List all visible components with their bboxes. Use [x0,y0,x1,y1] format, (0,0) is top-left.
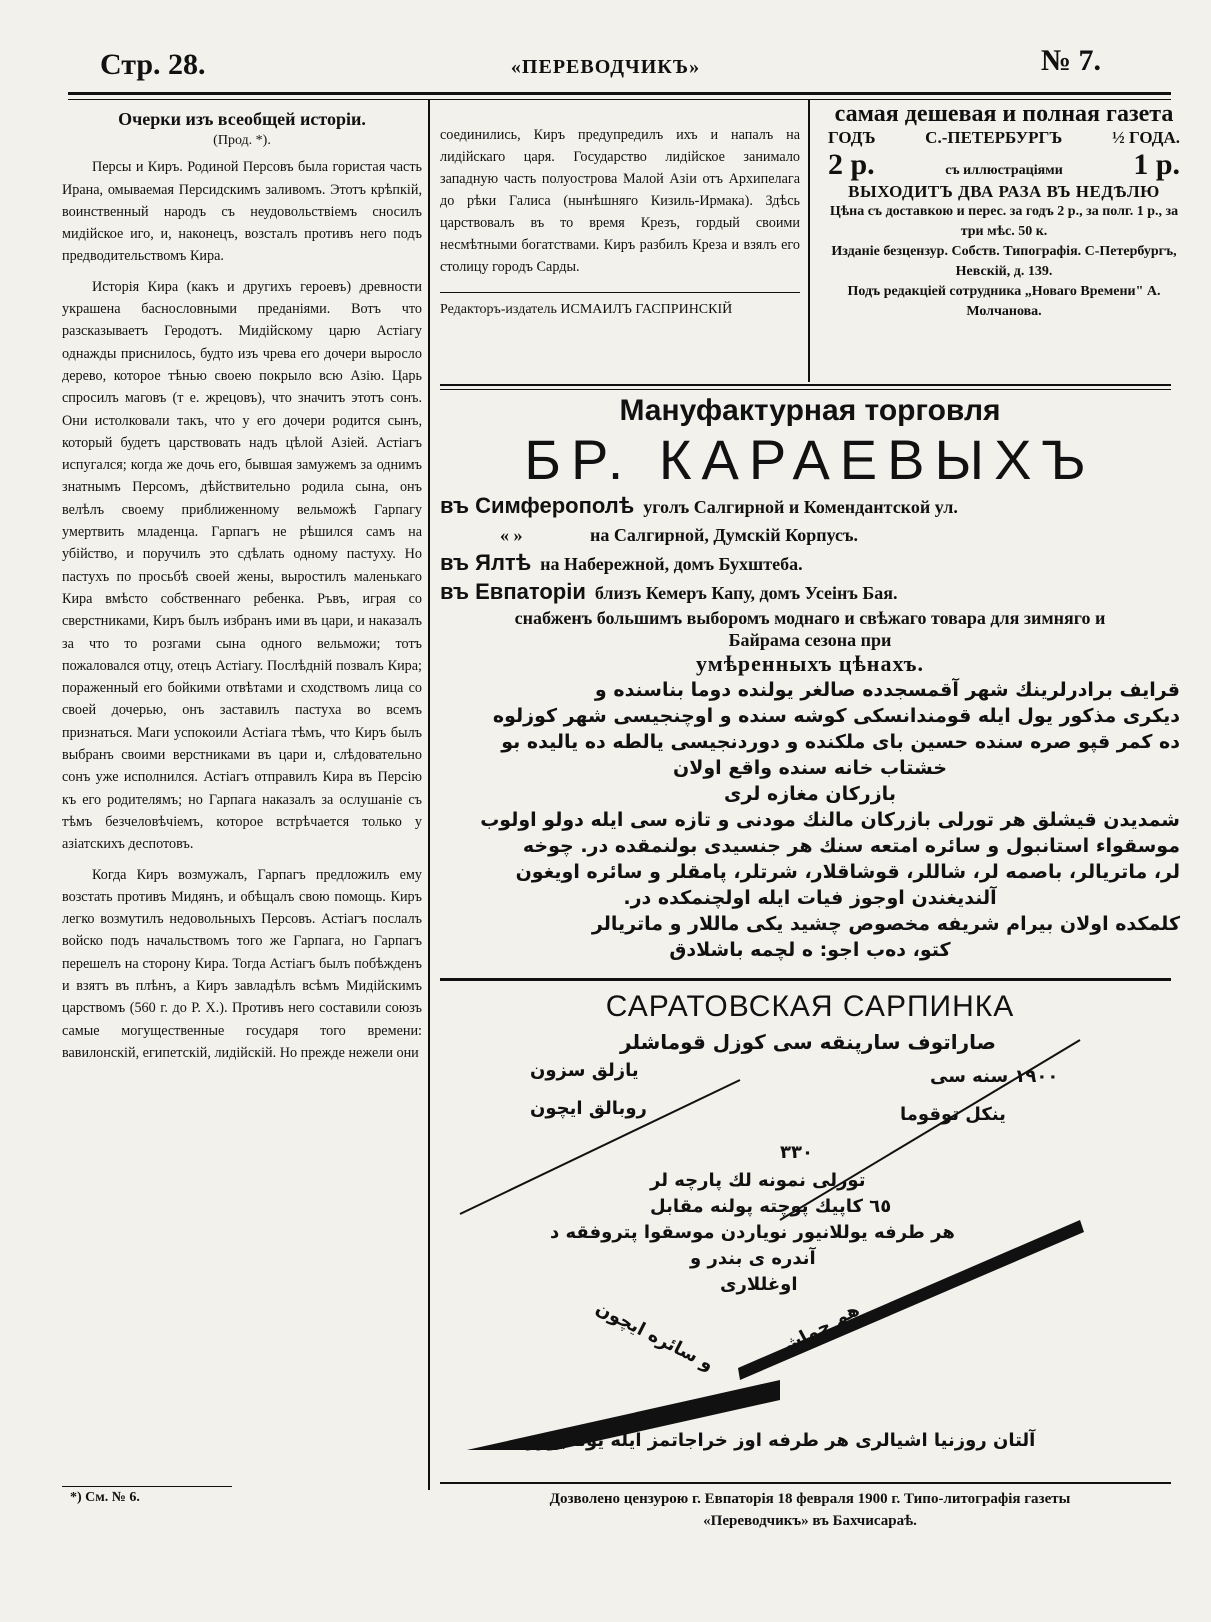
subscription-prices [818,148,1190,182]
location-address: на Набережной, домъ Бухштеба. [540,554,803,574]
footer-line: «Переводчикъ» въ Бахчисараѣ. [703,1513,917,1529]
ad-separator [440,978,1171,982]
arabic-text-line: آلنديغندن اوجوز فيات ايله اولچنمكده در. [623,887,997,909]
column-divider-left [428,100,430,1490]
prices-text: умѣренныхъ цѣнахъ. [696,651,924,676]
article-subtitle: (Прод. *). [213,133,271,148]
footer-line: Дозволено цензурою г. Евпаторія 18 февраля 1900 г. Типо-литографія газеты [549,1491,1071,1507]
location-city: въ Ялтѣ [440,550,532,575]
karaev-advertisement [440,394,1180,963]
article-paragraph: Персы и Киръ. Родиной Персовъ была гористая часть Ирана, омываемая Персидскимъ заливомъ. Этотъ крѣпкій, воинственный народъ съ неудовольствіемъ сносилъ мидійское иго, и, наконецъ, возсталъ противъ него подъ предводительствомъ Кира. [62,159,422,265]
price-half: 1 р. [1133,148,1180,181]
price-details: Цѣна съ доставкою и перес. за годъ 2 р., за полг. 1 р., за три мѣс. 50 к. [829,204,1179,239]
newspaper-title: «ПЕРЕВОДЧИКЪ» [510,56,701,78]
location-yalta [440,549,1180,578]
sarpinka-fabric: ينكل توقوما [900,1104,1006,1125]
sarpinka-arabic-title: صاراتوف سارپنقه سى كوزل قوماشلر [620,1030,996,1054]
ditto-mark: « » [500,525,523,545]
censorship-footer [440,1488,1180,1532]
arabic-text-line: ده كمر قپو صره سنده حسين باى ملكنده و دوردنجيسى يالطه ده ياليده بو [501,731,1180,753]
article-title: Очерки изъ всеобщей исторіи. [118,109,366,129]
location-address: близъ Кемеръ Капу, домъ Усеінъ Бая. [594,583,898,603]
history-article [62,108,422,1548]
location-evpatoria [440,578,1180,607]
footer-rule [440,1482,1171,1484]
editor-line: Редакторъ-издатель ИСМАИЛЪ ГАСПРИНСКІЙ [440,292,800,321]
illustrations-label: съ иллюстраціями [945,163,1063,178]
header-rule [68,92,1171,100]
sarpinka-frame [440,990,1180,1450]
ad-rule [440,384,1171,390]
location-simferopol [440,492,1180,521]
column-divider-right [808,100,810,382]
arabic-text-line: بازركان مغازه لرى [724,783,896,805]
editor-info: Подъ редакціей сотрудника „Новаго Времени" А. Молчанова. [847,284,1161,319]
article-continuation [440,124,800,321]
half-year-label: ½ ГОДА. [1112,128,1180,147]
sarpinka-purpose: روبالق ايچون [530,1098,647,1119]
arabic-text-line: ديكرى مذكور يول ايله قومندانسكى كوشه سنده و اوچنجيسى شهر كوزلوه [492,705,1180,727]
sarpinka-other: و سائره ايچون [592,1297,718,1376]
year-label: ГОДЪ [828,128,876,147]
continuation-text: соединились, Киръ предупредилъ ихъ и напалъ на лидійскаго царя. Государство лидійское занимало западную часть полуострова Малой Азіи отъ Архипелага до рѣки Галиса (нынѣшняго Кизиль-Ирмака). Здѣсь царствовалъ въ то время Крезъ, гордый своими несмѣтными богатствами. Киръ разбилъ Креза и взялъ его столицу городъ Сарды. [440,127,800,275]
location-address: на Салгирной, Думскій Корпусъ. [590,525,859,545]
footnote: *) См. № 6. [70,1490,140,1505]
arabic-text-line: قرايف برادرلرينك شهر آقمسجدده صالغر يولنده دوما بناسنده و [594,679,1180,701]
city-label: С.-ПЕТЕРБУРГЪ [925,128,1063,147]
arabic-text-line: شمديدن قيشلق هر تورلى بازركان مالنك مودنى و تازه سى ايله دولو اولوب [480,809,1180,831]
supply-text: снабженъ большимъ выборомъ моднаго и свѣжаго товара для зимняго и Байрама сезона при [514,608,1106,650]
sarpinka-shipping: آلتان روزنيا اشيالرى هر طرفه اوز خراجاتمز ايله يوللايورز. [520,1430,1036,1451]
sarpinka-season: يازلق سزون [530,1060,639,1081]
issue-number: № 7. [1040,44,1101,77]
article-paragraph: Исторія Кира (какъ и другихъ героевъ) древности украшена баснословными преданіями. Вотъ что разсказываетъ Геродотъ. Мидійскому царю Астіагу однажды приснилось, будто изъ чрева его дочери выросло дерево, которое тѣнью своею покрыло всю Азію. Царь спросилъ маговъ (т е. жрецовъ), что значитъ этотъ сонъ. Они истолковали такъ, что у его дочери родится сынъ, который будетъ царствовать надъ цѣлой Азіей. Астіагъ испугался; когда же дочь его, бывшая замужемъ за однимъ знатнымъ Персомъ, дѣйствительно родила сына, онъ велѣлъ своему приближенному вельможѣ Гарпагу умертвить младенца. Гарпагъ не рѣшился самъ на убійство, и поручилъ это сдѣлать одному пастуху. Но пастухъ по просьбѣ своей жены, выростилъ маленькаго Кира вмѣсто собственнаго ребенка. Ръвъ, играя со сверстниками, Киръ былъ избранъ ими въ цари, и наказалъ за что то розгами сына одного вельможи; тотъ пожаловался отцу, отецъ Астіагу. Послѣдній позвалъ Кира; пораженный его бойкими отвѣтами и сходствомъ лица со своей дочерью, онъ заставилъ пастуха во всемъ признаться. Маги успокоили Астіага тѣмъ, что Киръ былъ выбранъ своими верстниками въ цари и, слѣдовательно сонъ уже исполнился. Астіагъ отправилъ Кира въ Персію къ его родителямъ; но Гарпага наказалъ за ослушаніе съ тѣмъ безчеловѣчіемъ, которое встрѣчается только у азіатскихъ деспотовъ. [62,278,422,853]
karaev-name: БР. КАРАЕВЫХЪ [524,428,1096,491]
sarpinka-count: ٣٣٠ [780,1142,813,1163]
arabic-text-line: لر، ماتريالر، باصمه لر، شاللر، قوشاقلار، شرتلر، پامقلر و سائره اويغون [515,861,1180,883]
arabic-text-line: كتو، ده‌ب اجو: ه لچمه باشلادق [669,939,951,961]
location-address: уголъ Салгирной и Комендантской ул. [643,497,958,517]
arabic-text-line: خشتاب خانه سنده واقع اولان [672,757,947,779]
subscription-periods [818,128,1190,148]
page-number: Стр. 28. [100,48,206,81]
location-salgirnaya [440,521,1180,549]
sarpinka-price: ٦٥ كاپيك پوچته پولنه مقابل [650,1196,892,1217]
arabic-text-line: كلمكده اولان بيرام شريفه مخصوص چشيد يكى ماللار و ماتريالر [591,913,1180,935]
location-city: въ Евпаторіи [440,579,586,604]
publisher-info: Изданіе безцензур. Собств. Типографія. С-Петербургъ, Невскій, д. 139. [831,244,1177,279]
subscription-headline: самая дешевая и полная газета [834,101,1174,127]
sarpinka-address: هر طرفه يوللانيور نوياردن موسقوا پتروفقه د [550,1222,955,1243]
sarpinka-title: САРАТОВСКАЯ САРПИНКА [605,990,1015,1023]
sarpinka-advertisement [440,990,1180,1450]
karaev-title: Мануфактурная торговля [619,394,1001,427]
frequency-label: ВЫХОДИТЪ ДВА РАЗА ВЪ НЕДѢЛЮ [848,182,1160,201]
location-city: въ Симферополѣ [440,493,635,518]
subscription-ad [818,100,1190,322]
sarpinka-samples: تورلى نمونه لك پارچه لر [650,1170,866,1191]
sarpinka-linen: هم چماشر [770,1299,864,1362]
sarpinka-year: ١٩٠٠ سنه سى [930,1066,1059,1087]
sarpinka-sons: اوغللارى [720,1274,798,1295]
sarpinka-firm: آندره ى بندر و [690,1248,816,1269]
footnote-rule [62,1486,232,1487]
arabic-text-line: موسقواء استانبول و سائره امتعه سنك هر جنسيدى بولنمقده در. چوخه [522,835,1180,857]
page-header [70,40,1141,92]
price-year: 2 р. [828,148,875,181]
article-paragraph: Когда Киръ возмужалъ, Гарпагъ предложилъ ему возстать противъ Мидянъ, и обѣщалъ свою помощь. Киръ легко возмутилъ недовольныхъ Персовъ. Астіагъ послалъ войско подъ начальствомъ того же Гарпага, но Гарпагъ перешелъ на сторону Кира. Тогда Астіагъ былъ побѣжденъ и взятъ въ плѣнъ, а Киръ завладѣлъ всѣмъ Мидійскимъ царствомъ (560 г. до Р. Х.). Противъ него составили союзъ самые могущественные государя того времени: вавилонскій, египетскій, лидійскій. Но прежде нежели они [62,866,422,1061]
